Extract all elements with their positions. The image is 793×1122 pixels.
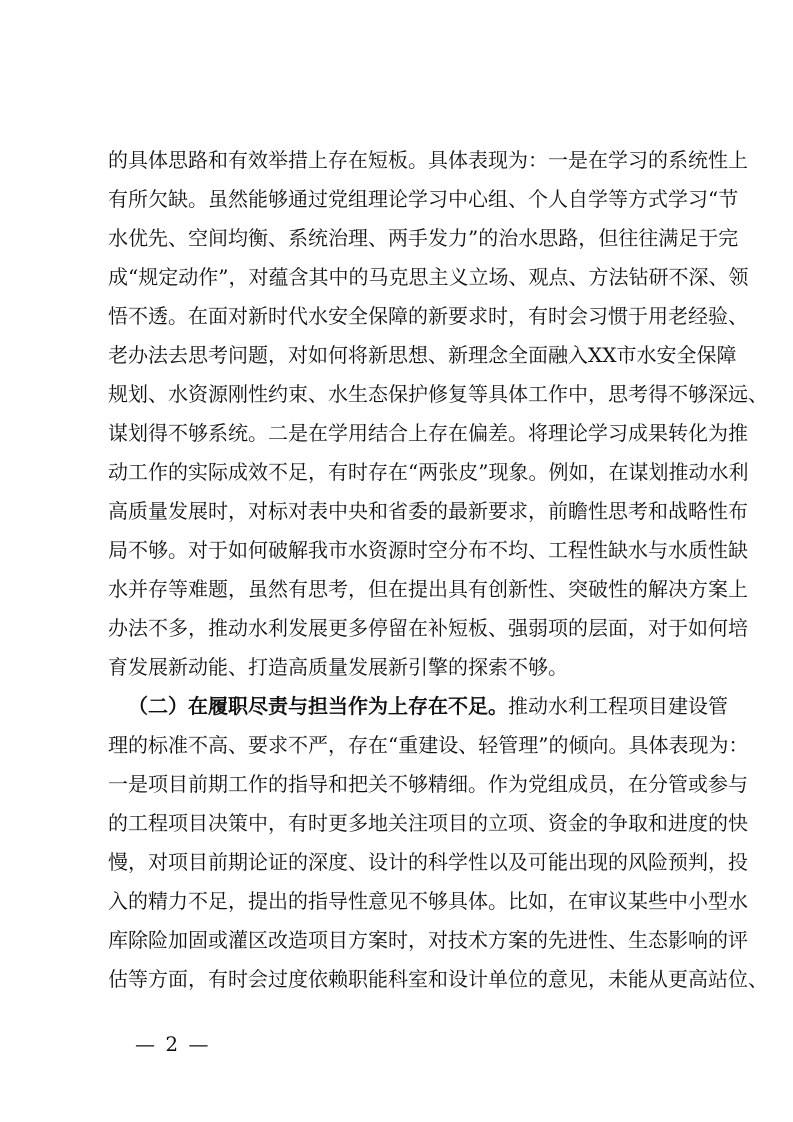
paragraph-line: 规划、水资源刚性约束、水生态保护修复等具体工作中，思考得不够深远、 (108, 382, 768, 406)
paragraph-line: 动工作的实际成效不足，有时存在“两张皮”现象。例如，在谋划推动水利 (108, 460, 749, 484)
paragraph-line: 的具体思路和有效举措上存在短板。具体表现为：一是在学习的系统性上 (108, 148, 748, 172)
paragraph-line: 水并存等难题，虽然有思考，但在提出具有创新性、突破性的解决方案上 (108, 577, 748, 601)
paragraph-line: 理的标准不高、要求不严，存在“重建设、轻管理”的倾向。具体表现为： (108, 733, 749, 757)
paragraph-line: 的工程项目决策中，有时更多地关注项目的立项、资金的争取和进度的快 (108, 811, 748, 835)
paragraph-line: 入的精力不足，提出的指导性意见不够具体。比如，在审议某些中小型水 (108, 889, 748, 913)
paragraph-line: 水优先、空间均衡、系统治理、两手发力”的治水思路，但往往满足于完 (108, 226, 739, 250)
paragraph-line: 育发展新动能、打造高质量发展新引擎的探索不够。 (108, 655, 568, 679)
page-number: — 2 — (135, 1032, 211, 1056)
paragraph-line: 慢，对项目前期论证的深度、设计的科学性以及可能出现的风险预判，投 (108, 850, 748, 874)
section-heading-line (128, 694, 728, 718)
paragraph-line: 老办法去思考问题，对如何将新思想、新理念全面融入XX市水安全保障 (108, 343, 737, 367)
heading-line-rest: 推动水利工程项目建设管 (508, 694, 728, 718)
paragraph-line: 一是项目前期工作的指导和把关不够精细。作为党组成员，在分管或参与 (108, 772, 748, 796)
paragraph-line: 库除险加固或灌区改造项目方案时，对技术方案的先进性、生态影响的评 (108, 928, 748, 952)
paragraph-line: 局不够。对于如何破解我市水资源时空分布不均、工程性缺水与水质性缺 (108, 538, 748, 562)
paragraph-line: 悟不透。在面对新时代水安全保障的新要求时，有时会习惯于用老经验、 (108, 304, 748, 328)
paragraph-line: 高质量发展时，对标对表中央和省委的最新要求，前瞻性思考和战略性布 (108, 499, 748, 523)
paragraph-line: 谋划得不够系统。二是在学用结合上存在偏差。将理论学习成果转化为推 (108, 421, 748, 445)
paragraph-line: 有所欠缺。虽然能够通过党组理论学习中心组、个人自学等方式学习“节 (108, 187, 739, 211)
paragraph-line: 办法不多，推动水利发展更多停留在补短板、强弱项的层面，对于如何培 (108, 616, 748, 640)
paragraph-line: 成“规定动作”，对蕴含其中的马克思主义立场、观点、方法钻研不深、领 (108, 265, 749, 289)
paragraph-line: 估等方面，有时会过度依赖职能科室和设计单位的意见，未能从更高站位、 (108, 967, 768, 991)
section-heading: （二）在履职尽责与担当作为上存在不足。 (128, 694, 508, 718)
